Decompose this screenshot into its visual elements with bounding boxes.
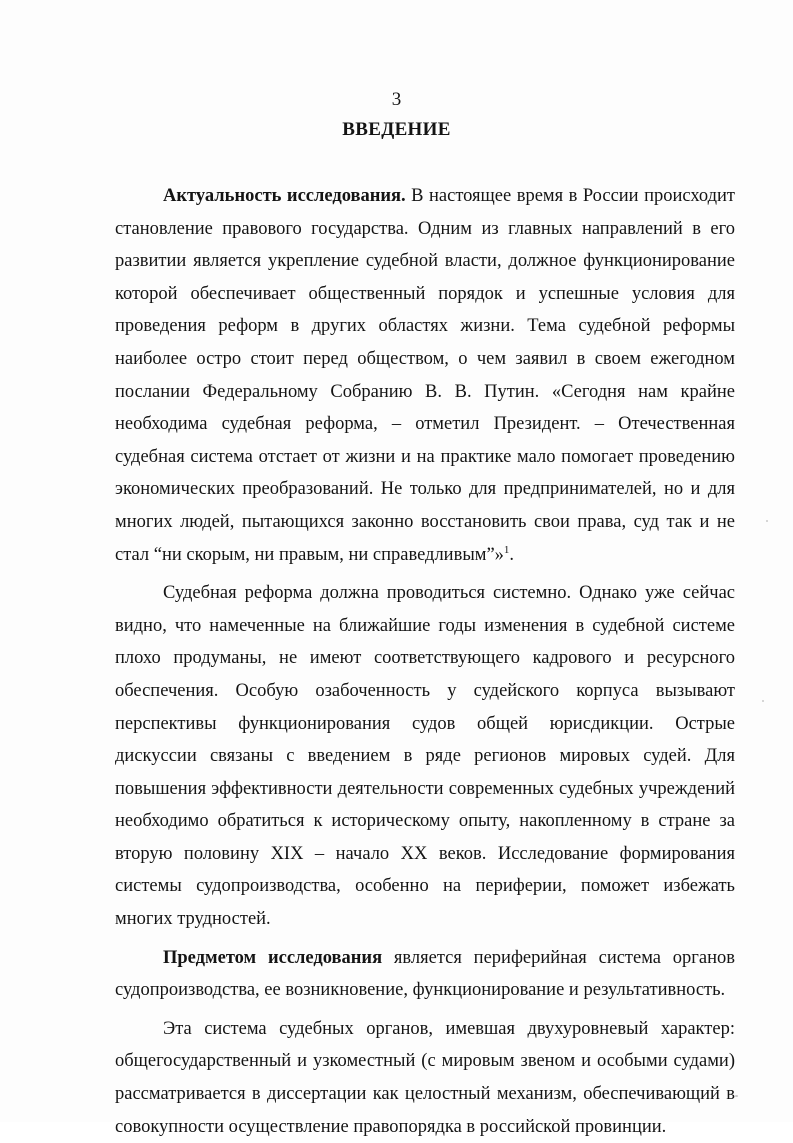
footnote-marker: 1 (503, 543, 510, 556)
paragraph-tail: . (509, 544, 515, 565)
paragraph-text: Судебная реформа должна проводиться системно. Однако уже сейчас видно, что намеченные на ближайшие годы изменения в судебной системе плохо продуманы, не имеют соответствующего кадрового и ресурсного обеспечения. Особую озабоченность у судейского корпуса вызывают перспективы функционирования судов общей юрисдикции. Острые дискуссии связаны с введением в ряде регионов мировых судей. Для повышения эффективности деятельности современных судебных учреждений необходимо обратиться к историческому опыту, накопленному в стране за вторую половину XIX – начало XX веков. Исследование формирования системы судопроизводства, особенно на периферии, поможет избежать многих трудностей. (115, 583, 735, 930)
paragraph-text: является периферийная система органов судопроизводства, ее возникновение, функционирование и результативность. (115, 947, 735, 1001)
scan-speck (766, 520, 768, 522)
paragraph-lead: Актуальность исследования. (163, 186, 406, 206)
page-number: 3 (391, 89, 402, 110)
scan-speck (735, 1095, 738, 1097)
paragraph-text: Эта система судебных органов, имевшая двухуровневый характер: общегосударственный и узкоместный (с мировым звеном и особыми судами) рассматривается в диссертации как целостный механизм, обеспечивающий в совокупности осуществление правопорядка в российской провинции. (115, 1018, 735, 1137)
paragraph-system (115, 1013, 735, 1143)
section-title: ВВЕДЕНИЕ (342, 119, 451, 140)
paragraph-reform (115, 577, 735, 936)
body-text (115, 180, 735, 1143)
scan-speck (762, 700, 764, 702)
paragraph-relevance (115, 180, 735, 571)
paragraph-subject (115, 942, 735, 1007)
paragraph-text: В настоящее время в России происходит становление правового государства. Одним из главных направлений в его развитии является укрепление судебной власти, должное функционирование которой обеспечивает общественный порядок и успешные условия для проведения реформ в других областях жизни. Тема судебной реформы наиболее остро стоит перед обществом, о чем заявил в своем ежегодном послании Федеральному Собранию В. В. Путин. «Сегодня нам крайне необходима судебная реформа, – отметил Президент. – Отечественная судебная система отстает от жизни и на практике мало помогает проведению экономических преобразований. Не только для предпринимателей, но и для многих людей, пытающихся законно восстановить свои права, суд так и не стал “ни скорым, ни правым, ни справедливым”» (115, 186, 735, 565)
paragraph-lead: Предметом исследования (163, 947, 383, 968)
